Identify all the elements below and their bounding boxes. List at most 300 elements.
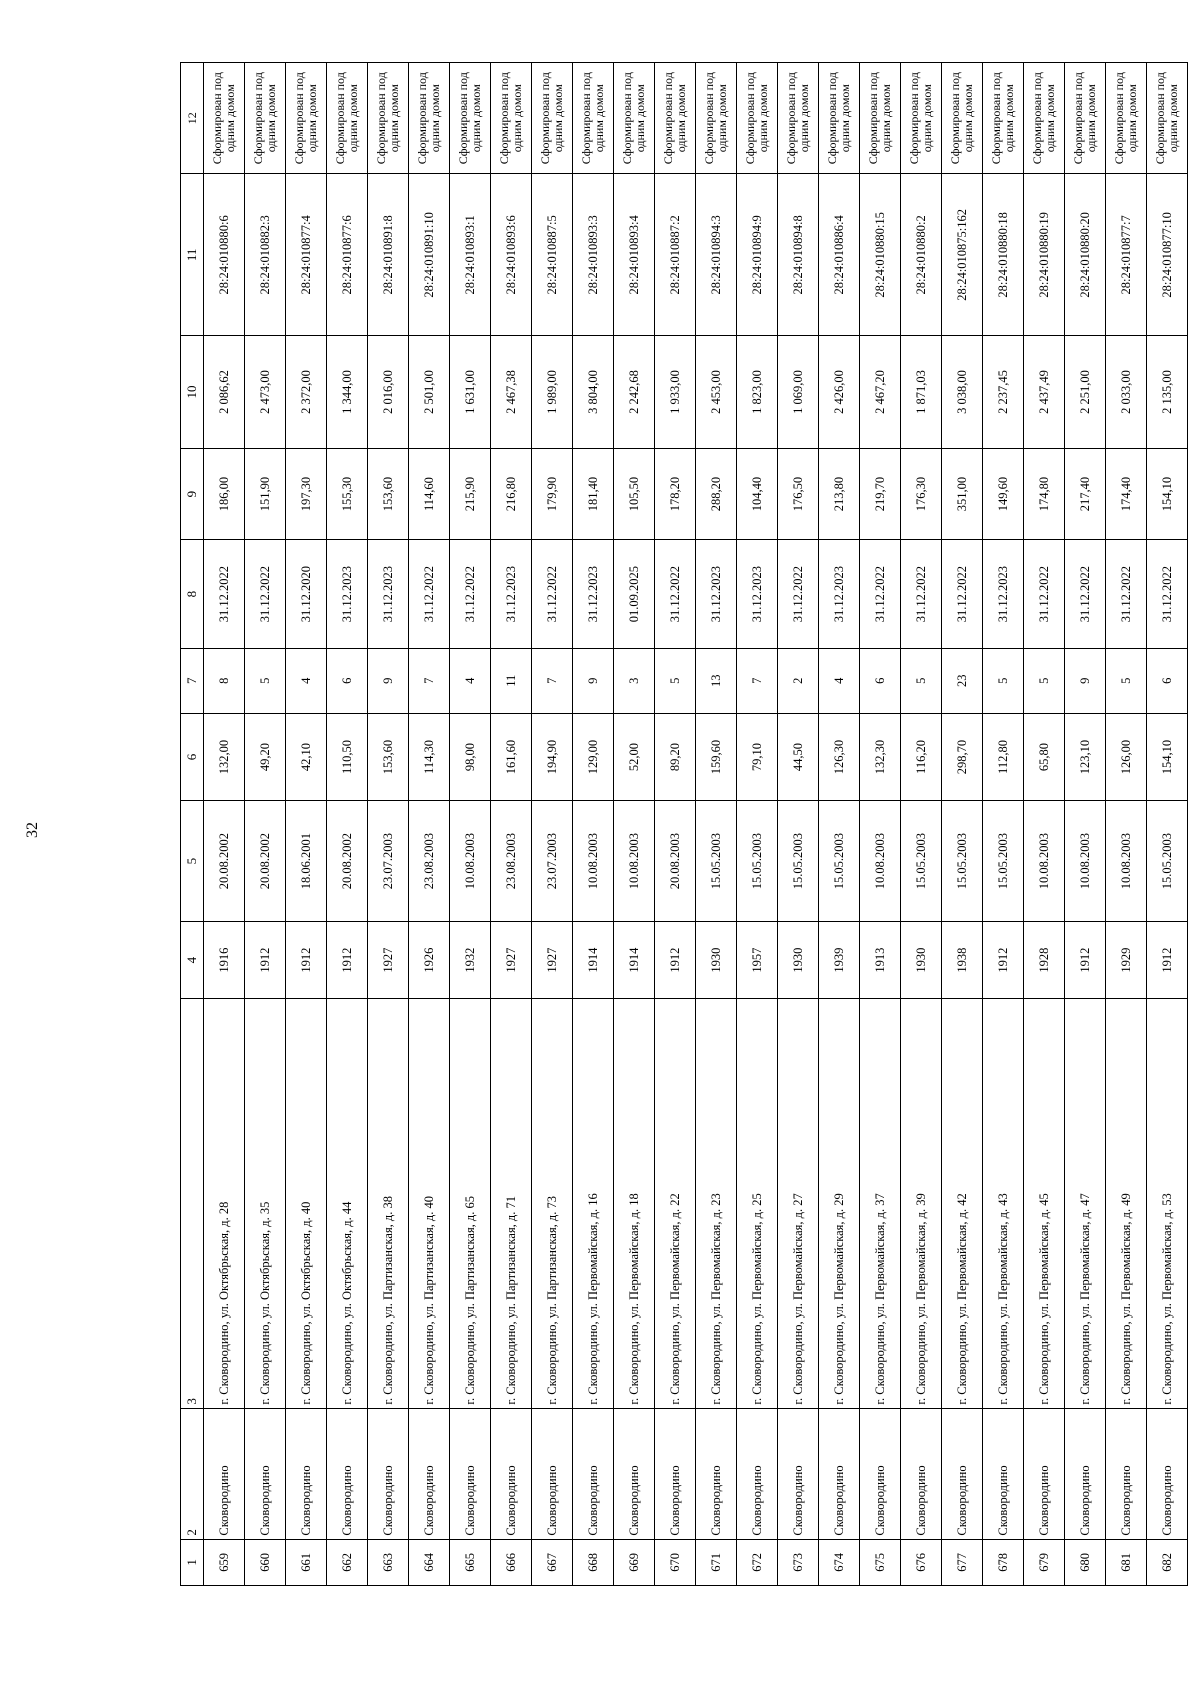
table-cell-col-9: 186,00 <box>204 448 245 540</box>
table-cell-col-11: 28:24:010886:4 <box>819 174 860 336</box>
table-row <box>532 63 573 1586</box>
table-cell-col-4: 1912 <box>1147 921 1188 998</box>
table-cell-col-6: 114,30 <box>409 713 450 801</box>
table-cell-col-9: 154,10 <box>1147 448 1188 540</box>
table-cell-col-9: 104,40 <box>737 448 778 540</box>
table-cell-col-3: г. Сковородино, ул. Октябрьская, д. 28 <box>204 999 245 1408</box>
table-cell-col-10: 2 135,00 <box>1147 336 1188 448</box>
table-cell-col-5: 23.08.2003 <box>491 801 532 922</box>
table-cell-col-11: 28:24:010880:15 <box>860 174 901 336</box>
table-cell-col-5: 18.06.2001 <box>286 801 327 922</box>
table-cell-col-9: 151,90 <box>245 448 286 540</box>
table-row <box>737 63 778 1586</box>
table-cell-col-11: 28:24:010894:9 <box>737 174 778 336</box>
table-cell-col-10: 1 344,00 <box>327 336 368 448</box>
table-cell-col-5: 23.07.2003 <box>532 801 573 922</box>
table-cell-col-2: Сковородино <box>778 1408 819 1539</box>
table-cell-col-9: 181,40 <box>573 448 614 540</box>
table-cell-col-3: г. Сковородино, ул. Октябрьская, д. 40 <box>286 999 327 1408</box>
table-cell-col-4: 1930 <box>696 921 737 998</box>
table-cell-col-4: 1912 <box>327 921 368 998</box>
table-cell-col-8: 31.12.2022 <box>860 540 901 648</box>
table-cell-col-6: 161,60 <box>491 713 532 801</box>
column-header-7: 7 <box>181 648 204 713</box>
table-cell-col-8: 31.12.2022 <box>532 540 573 648</box>
table-cell-col-4: 1912 <box>286 921 327 998</box>
table-cell-col-8: 31.12.2023 <box>368 540 409 648</box>
table-cell-col-4: 1914 <box>573 921 614 998</box>
table-cell-col-1: 680 <box>1065 1539 1106 1585</box>
table-cell-col-9: 114,60 <box>409 448 450 540</box>
table-cell-col-5: 23.07.2003 <box>368 801 409 922</box>
table-cell-col-3: г. Сковородино, ул. Первомайская, д. 27 <box>778 999 819 1408</box>
table-cell-col-11: 28:24:010877:7 <box>1106 174 1147 336</box>
table-cell-col-10: 1 631,00 <box>450 336 491 448</box>
column-header-8: 8 <box>181 540 204 648</box>
table-cell-col-11: 28:24:010894:3 <box>696 174 737 336</box>
table-cell-col-7: 23 <box>942 648 983 713</box>
table-cell-col-8: 31.12.2023 <box>983 540 1024 648</box>
table-cell-col-7: 13 <box>696 648 737 713</box>
table-cell-col-10: 2 467,20 <box>860 336 901 448</box>
table-cell-col-3: г. Сковородино, ул. Первомайская, д. 45 <box>1024 999 1065 1408</box>
column-header-2: 2 <box>181 1408 204 1539</box>
table-cell-col-10: 3 804,00 <box>573 336 614 448</box>
table-cell-col-11: 28:24:010877:10 <box>1147 174 1188 336</box>
table-cell-col-3: г. Сковородино, ул. Октябрьская, д. 35 <box>245 999 286 1408</box>
table-cell-col-11: 28:24:010893:1 <box>450 174 491 336</box>
table-cell-col-5: 10.08.2003 <box>1065 801 1106 922</box>
table-cell-col-11: 28:24:010891:8 <box>368 174 409 336</box>
table-cell-col-2: Сковородино <box>696 1408 737 1539</box>
table-cell-col-4: 1927 <box>491 921 532 998</box>
table-cell-col-3: г. Сковородино, ул. Первомайская, д. 39 <box>901 999 942 1408</box>
table-cell-col-11: 28:24:010875:162 <box>942 174 983 336</box>
table-cell-col-9: 217,40 <box>1065 448 1106 540</box>
table-cell-col-8: 31.12.2022 <box>1106 540 1147 648</box>
table-cell-col-8: 31.12.2022 <box>942 540 983 648</box>
table-cell-col-1: 668 <box>573 1539 614 1585</box>
column-header-11: 11 <box>181 174 204 336</box>
table-cell-col-3: г. Сковородино, ул. Первомайская, д. 23 <box>696 999 737 1408</box>
table-cell-col-3: г. Сковородино, ул. Партизанская, д. 73 <box>532 999 573 1408</box>
table-cell-col-2: Сковородино <box>737 1408 778 1539</box>
table-cell-col-11: 28:24:010880:2 <box>901 174 942 336</box>
table-cell-col-7: 5 <box>655 648 696 713</box>
table-cell-col-12: Сформирован под одним домом <box>860 63 901 174</box>
table-cell-col-3: г. Сковородино, ул. Октябрьская, д. 44 <box>327 999 368 1408</box>
table-cell-col-8: 31.12.2023 <box>819 540 860 648</box>
table-cell-col-6: 154,10 <box>1147 713 1188 801</box>
table-cell-col-6: 132,00 <box>204 713 245 801</box>
table-cell-col-3: г. Сковородино, ул. Первомайская, д. 49 <box>1106 999 1147 1408</box>
table-cell-col-1: 665 <box>450 1539 491 1585</box>
column-header-1: 1 <box>181 1539 204 1585</box>
table-row <box>942 63 983 1586</box>
table-cell-col-3: г. Сковородино, ул. Первомайская, д. 22 <box>655 999 696 1408</box>
table-cell-col-8: 31.12.2023 <box>327 540 368 648</box>
table-row <box>245 63 286 1586</box>
table-cell-col-5: 15.05.2003 <box>901 801 942 922</box>
table-cell-col-6: 126,30 <box>819 713 860 801</box>
table-cell-col-1: 675 <box>860 1539 901 1585</box>
table-cell-col-12: Сформирован под одним домом <box>819 63 860 174</box>
table-cell-col-2: Сковородино <box>204 1408 245 1539</box>
table-cell-col-11: 28:24:010887:2 <box>655 174 696 336</box>
table-cell-col-2: Сковородино <box>327 1408 368 1539</box>
table-cell-col-2: Сковородино <box>573 1408 614 1539</box>
table-cell-col-9: 174,80 <box>1024 448 1065 540</box>
table-cell-col-5: 10.08.2003 <box>614 801 655 922</box>
table-cell-col-2: Сковородино <box>245 1408 286 1539</box>
table-cell-col-1: 662 <box>327 1539 368 1585</box>
table-cell-col-3: г. Сковородино, ул. Партизанская, д. 71 <box>491 999 532 1408</box>
table-cell-col-1: 678 <box>983 1539 1024 1585</box>
table-cell-col-6: 52,00 <box>614 713 655 801</box>
table-cell-col-5: 15.05.2003 <box>696 801 737 922</box>
table-cell-col-5: 23.08.2003 <box>409 801 450 922</box>
table-cell-col-2: Сковородино <box>1147 1408 1188 1539</box>
table-cell-col-10: 2 426,00 <box>819 336 860 448</box>
table-cell-col-12: Сформирован под одним домом <box>245 63 286 174</box>
table-cell-col-10: 2 237,45 <box>983 336 1024 448</box>
table-cell-col-1: 670 <box>655 1539 696 1585</box>
table-cell-col-1: 674 <box>819 1539 860 1585</box>
table-row <box>1147 63 1188 1586</box>
table-cell-col-6: 49,20 <box>245 713 286 801</box>
table-cell-col-8: 31.12.2022 <box>204 540 245 648</box>
table-cell-col-9: 149,60 <box>983 448 1024 540</box>
table-cell-col-5: 15.05.2003 <box>942 801 983 922</box>
table-cell-col-4: 1938 <box>942 921 983 998</box>
table-cell-col-3: г. Сковородино, ул. Партизанская, д. 38 <box>368 999 409 1408</box>
table-row <box>655 63 696 1586</box>
table-cell-col-6: 159,60 <box>696 713 737 801</box>
table-cell-col-5: 15.05.2003 <box>819 801 860 922</box>
table-cell-col-3: г. Сковородино, ул. Первомайская, д. 16 <box>573 999 614 1408</box>
table-cell-col-2: Сковородино <box>819 1408 860 1539</box>
table-cell-col-10: 2 453,00 <box>696 336 737 448</box>
table-cell-col-11: 28:24:010893:3 <box>573 174 614 336</box>
table-cell-col-6: 98,00 <box>450 713 491 801</box>
table-cell-col-4: 1912 <box>655 921 696 998</box>
table-cell-col-1: 663 <box>368 1539 409 1585</box>
table-cell-col-11: 28:24:010880:20 <box>1065 174 1106 336</box>
table-cell-col-5: 15.05.2003 <box>778 801 819 922</box>
table-cell-col-11: 28:24:010880:19 <box>1024 174 1065 336</box>
table-cell-col-2: Сковородино <box>491 1408 532 1539</box>
table-cell-col-2: Сковородино <box>368 1408 409 1539</box>
table-cell-col-2: Сковородино <box>409 1408 450 1539</box>
table-cell-col-3: г. Сковородино, ул. Первомайская, д. 37 <box>860 999 901 1408</box>
table-cell-col-4: 1912 <box>1065 921 1106 998</box>
table-cell-col-6: 126,00 <box>1106 713 1147 801</box>
table-cell-col-4: 1913 <box>860 921 901 998</box>
table-cell-col-3: г. Сковородино, ул. Первомайская, д. 42 <box>942 999 983 1408</box>
table-cell-col-6: 116,20 <box>901 713 942 801</box>
table-cell-col-5: 20.08.2002 <box>245 801 286 922</box>
table-row <box>860 63 901 1586</box>
table-row <box>983 63 1024 1586</box>
table-cell-col-10: 1 823,00 <box>737 336 778 448</box>
table-cell-col-8: 01.09.2025 <box>614 540 655 648</box>
table-cell-col-9: 155,30 <box>327 448 368 540</box>
table-cell-col-3: г. Сковородино, ул. Партизанская, д. 40 <box>409 999 450 1408</box>
table-cell-col-6: 153,60 <box>368 713 409 801</box>
table-cell-col-9: 176,30 <box>901 448 942 540</box>
registry-table-sheet <box>180 62 1180 1586</box>
table-cell-col-10: 1 871,03 <box>901 336 942 448</box>
table-cell-col-9: 179,90 <box>532 448 573 540</box>
table-cell-col-8: 31.12.2023 <box>573 540 614 648</box>
table-cell-col-10: 2 242,68 <box>614 336 655 448</box>
table-cell-col-10: 2 473,00 <box>245 336 286 448</box>
table-cell-col-9: 153,60 <box>368 448 409 540</box>
table-cell-col-4: 1929 <box>1106 921 1147 998</box>
table-cell-col-6: 89,20 <box>655 713 696 801</box>
table-cell-col-2: Сковородино <box>532 1408 573 1539</box>
table-cell-col-9: 219,70 <box>860 448 901 540</box>
table-cell-col-1: 679 <box>1024 1539 1065 1585</box>
table-cell-col-12: Сформирован под одним домом <box>491 63 532 174</box>
table-cell-col-2: Сковородино <box>450 1408 491 1539</box>
table-cell-col-9: 105,50 <box>614 448 655 540</box>
table-cell-col-11: 28:24:010894:8 <box>778 174 819 336</box>
table-cell-col-8: 31.12.2022 <box>1024 540 1065 648</box>
table-cell-col-5: 10.08.2003 <box>450 801 491 922</box>
table-cell-col-7: 7 <box>737 648 778 713</box>
column-header-10: 10 <box>181 336 204 448</box>
table-row <box>573 63 614 1586</box>
table-cell-col-8: 31.12.2022 <box>655 540 696 648</box>
table-cell-col-12: Сформирован под одним домом <box>327 63 368 174</box>
table-row <box>286 63 327 1586</box>
table-cell-col-2: Сковородино <box>1024 1408 1065 1539</box>
table-cell-col-2: Сковородино <box>1065 1408 1106 1539</box>
table-cell-col-5: 15.05.2003 <box>737 801 778 922</box>
table-row <box>491 63 532 1586</box>
table-cell-col-8: 31.12.2022 <box>778 540 819 648</box>
table-cell-col-8: 31.12.2022 <box>409 540 450 648</box>
table-cell-col-1: 671 <box>696 1539 737 1585</box>
table-cell-col-7: 8 <box>204 648 245 713</box>
table-cell-col-5: 10.08.2003 <box>860 801 901 922</box>
table-cell-col-1: 661 <box>286 1539 327 1585</box>
table-cell-col-8: 31.12.2022 <box>1065 540 1106 648</box>
table-cell-col-7: 5 <box>901 648 942 713</box>
table-cell-col-7: 6 <box>1147 648 1188 713</box>
table-cell-col-8: 31.12.2023 <box>491 540 532 648</box>
table-cell-col-9: 197,30 <box>286 448 327 540</box>
table-row <box>614 63 655 1586</box>
table-cell-col-9: 174,40 <box>1106 448 1147 540</box>
table-cell-col-4: 1927 <box>368 921 409 998</box>
table-cell-col-10: 2 251,00 <box>1065 336 1106 448</box>
table-row <box>204 63 245 1586</box>
table-cell-col-12: Сформирован под одним домом <box>1147 63 1188 174</box>
table-cell-col-4: 1928 <box>1024 921 1065 998</box>
table-cell-col-12: Сформирован под одним домом <box>450 63 491 174</box>
table-cell-col-5: 10.08.2003 <box>1024 801 1065 922</box>
table-cell-col-11: 28:24:010877:6 <box>327 174 368 336</box>
table-cell-col-4: 1912 <box>983 921 1024 998</box>
table-cell-col-9: 215,90 <box>450 448 491 540</box>
table-cell-col-2: Сковородино <box>860 1408 901 1539</box>
table-cell-col-7: 9 <box>573 648 614 713</box>
table-cell-col-2: Сковородино <box>942 1408 983 1539</box>
table-cell-col-7: 7 <box>409 648 450 713</box>
table-cell-col-6: 123,10 <box>1065 713 1106 801</box>
table-cell-col-10: 2 016,00 <box>368 336 409 448</box>
column-number-row <box>181 63 204 1586</box>
table-cell-col-12: Сформирован под одним домом <box>1065 63 1106 174</box>
table-cell-col-6: 110,50 <box>327 713 368 801</box>
table-cell-col-8: 31.12.2022 <box>901 540 942 648</box>
table-cell-col-1: 677 <box>942 1539 983 1585</box>
table-cell-col-2: Сковородино <box>614 1408 655 1539</box>
table-cell-col-6: 42,10 <box>286 713 327 801</box>
table-cell-col-7: 3 <box>614 648 655 713</box>
table-cell-col-6: 65,80 <box>1024 713 1065 801</box>
table-cell-col-10: 1 933,00 <box>655 336 696 448</box>
table-cell-col-12: Сформирован под одним домом <box>901 63 942 174</box>
table-cell-col-4: 1932 <box>450 921 491 998</box>
table-cell-col-4: 1914 <box>614 921 655 998</box>
table-cell-col-4: 1927 <box>532 921 573 998</box>
table-row <box>450 63 491 1586</box>
table-cell-col-7: 6 <box>860 648 901 713</box>
table-cell-col-4: 1930 <box>901 921 942 998</box>
column-header-6: 6 <box>181 713 204 801</box>
table-row <box>1106 63 1147 1586</box>
table-cell-col-11: 28:24:010880:6 <box>204 174 245 336</box>
table-cell-col-1: 669 <box>614 1539 655 1585</box>
table-cell-col-1: 666 <box>491 1539 532 1585</box>
table-cell-col-6: 79,10 <box>737 713 778 801</box>
table-cell-col-12: Сформирован под одним домом <box>532 63 573 174</box>
table-cell-col-7: 6 <box>327 648 368 713</box>
table-cell-col-1: 682 <box>1147 1539 1188 1585</box>
table-cell-col-4: 1916 <box>204 921 245 998</box>
table-cell-col-12: Сформирован под одним домом <box>1024 63 1065 174</box>
table-cell-col-7: 2 <box>778 648 819 713</box>
table-cell-col-7: 4 <box>286 648 327 713</box>
table-cell-col-6: 132,30 <box>860 713 901 801</box>
table-cell-col-12: Сформирован под одним домом <box>368 63 409 174</box>
column-header-12: 12 <box>181 63 204 174</box>
table-cell-col-1: 672 <box>737 1539 778 1585</box>
table-row <box>696 63 737 1586</box>
table-cell-col-7: 7 <box>532 648 573 713</box>
table-cell-col-12: Сформирован под одним домом <box>204 63 245 174</box>
table-cell-col-12: Сформирован под одним домом <box>778 63 819 174</box>
table-cell-col-7: 11 <box>491 648 532 713</box>
table-cell-col-2: Сковородино <box>983 1408 1024 1539</box>
table-cell-col-1: 676 <box>901 1539 942 1585</box>
table-cell-col-7: 5 <box>983 648 1024 713</box>
table-cell-col-9: 176,50 <box>778 448 819 540</box>
table-cell-col-7: 9 <box>368 648 409 713</box>
table-cell-col-7: 9 <box>1065 648 1106 713</box>
table-cell-col-8: 31.12.2022 <box>450 540 491 648</box>
table-cell-col-2: Сковородино <box>286 1408 327 1539</box>
table-cell-col-1: 667 <box>532 1539 573 1585</box>
table-cell-col-10: 2 501,00 <box>409 336 450 448</box>
table-cell-col-10: 2 467,38 <box>491 336 532 448</box>
table-cell-col-5: 20.08.2002 <box>204 801 245 922</box>
table-cell-col-3: г. Сковородино, ул. Первомайская, д. 47 <box>1065 999 1106 1408</box>
table-cell-col-1: 660 <box>245 1539 286 1585</box>
table-cell-col-3: г. Сковородино, ул. Первомайская, д. 43 <box>983 999 1024 1408</box>
table-body <box>204 63 1188 1586</box>
table-cell-col-1: 673 <box>778 1539 819 1585</box>
table-cell-col-11: 28:24:010893:4 <box>614 174 655 336</box>
column-header-5: 5 <box>181 801 204 922</box>
table-cell-col-12: Сформирован под одним домом <box>614 63 655 174</box>
table-cell-col-3: г. Сковородино, ул. Первомайская, д. 18 <box>614 999 655 1408</box>
table-cell-col-5: 15.05.2003 <box>1147 801 1188 922</box>
table-cell-col-12: Сформирован под одним домом <box>1106 63 1147 174</box>
table-cell-col-8: 31.12.2022 <box>1147 540 1188 648</box>
column-header-3: 3 <box>181 999 204 1408</box>
table-cell-col-5: 20.08.2003 <box>655 801 696 922</box>
table-cell-col-10: 2 033,00 <box>1106 336 1147 448</box>
table-cell-col-11: 28:24:010880:18 <box>983 174 1024 336</box>
table-cell-col-10: 2 437,49 <box>1024 336 1065 448</box>
table-cell-col-12: Сформирован под одним домом <box>286 63 327 174</box>
table-cell-col-7: 4 <box>450 648 491 713</box>
column-header-9: 9 <box>181 448 204 540</box>
table-cell-col-7: 4 <box>819 648 860 713</box>
table-cell-col-3: г. Сковородино, ул. Первомайская, д. 29 <box>819 999 860 1408</box>
table-cell-col-1: 659 <box>204 1539 245 1585</box>
table-cell-col-5: 10.08.2003 <box>573 801 614 922</box>
table-cell-col-12: Сформирован под одним домом <box>942 63 983 174</box>
table-cell-col-5: 15.05.2003 <box>983 801 1024 922</box>
table-cell-col-12: Сформирован под одним домом <box>573 63 614 174</box>
table-cell-col-12: Сформирован под одним домом <box>696 63 737 174</box>
table-cell-col-10: 3 038,00 <box>942 336 983 448</box>
table-cell-col-4: 1957 <box>737 921 778 998</box>
table-cell-col-12: Сформирован под одним домом <box>409 63 450 174</box>
table-cell-col-4: 1926 <box>409 921 450 998</box>
table-row <box>327 63 368 1586</box>
table-cell-col-12: Сформирован под одним домом <box>737 63 778 174</box>
table-row <box>778 63 819 1586</box>
table-cell-col-2: Сковородино <box>901 1408 942 1539</box>
table-cell-col-2: Сковородино <box>1106 1408 1147 1539</box>
table-cell-col-6: 112,80 <box>983 713 1024 801</box>
registry-table <box>180 62 1188 1586</box>
table-row <box>1024 63 1065 1586</box>
table-cell-col-6: 44,50 <box>778 713 819 801</box>
table-cell-col-10: 2 372,00 <box>286 336 327 448</box>
table-row <box>819 63 860 1586</box>
table-cell-col-11: 28:24:010877:4 <box>286 174 327 336</box>
table-row <box>409 63 450 1586</box>
table-cell-col-10: 2 086,62 <box>204 336 245 448</box>
table-cell-col-6: 298,70 <box>942 713 983 801</box>
table-cell-col-9: 213,80 <box>819 448 860 540</box>
table-cell-col-9: 178,20 <box>655 448 696 540</box>
table-cell-col-8: 31.12.2020 <box>286 540 327 648</box>
table-cell-col-1: 664 <box>409 1539 450 1585</box>
table-cell-col-6: 129,00 <box>573 713 614 801</box>
table-cell-col-1: 681 <box>1106 1539 1147 1585</box>
table-row <box>901 63 942 1586</box>
table-cell-col-5: 20.08.2002 <box>327 801 368 922</box>
table-cell-col-3: г. Сковородино, ул. Партизанская, д. 65 <box>450 999 491 1408</box>
